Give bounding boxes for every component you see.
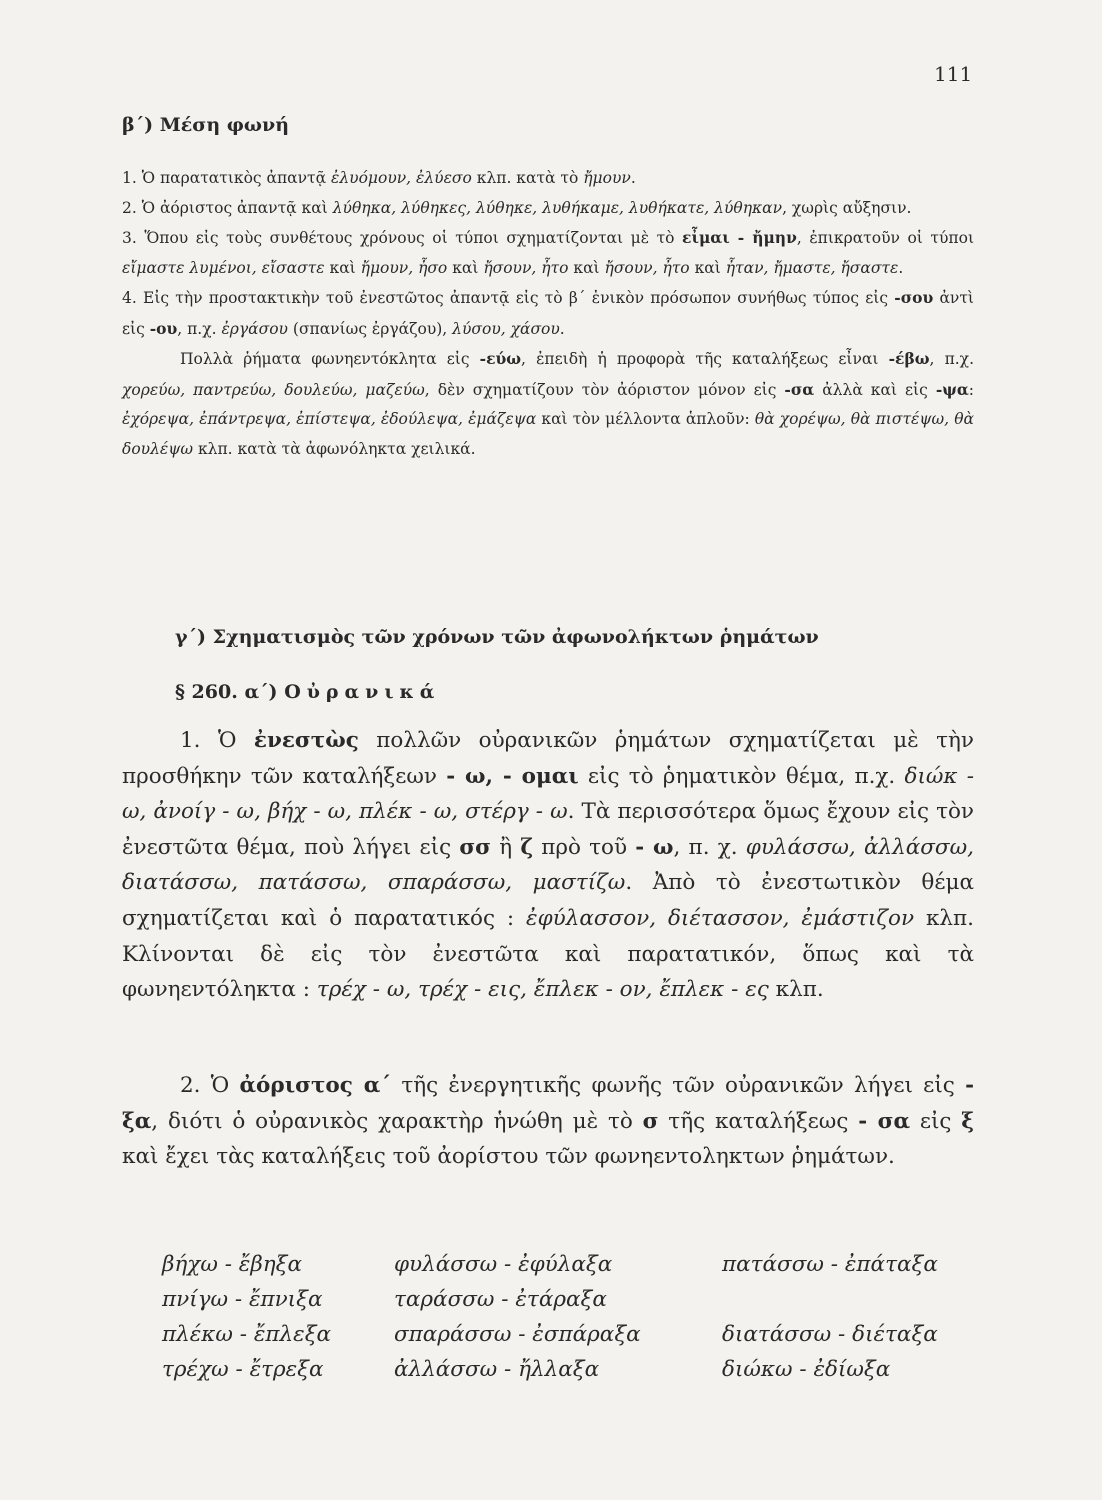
table-cell: πλέκω - ἔπλεξα <box>162 1322 332 1347</box>
table-row <box>162 1287 974 1322</box>
section-label: § 260. α΄) <box>175 681 278 703</box>
verb-table <box>162 1252 974 1392</box>
table-cell: διώκω - ἐδίωξα <box>722 1357 891 1382</box>
table-row <box>162 1357 974 1392</box>
heading-middle-voice: β΄) Μέση φωνή <box>122 114 290 136</box>
table-cell: ταράσσω - ἐτάραξα <box>394 1287 607 1312</box>
table-cell: πατάσσω - ἐπάταξα <box>722 1252 938 1277</box>
table-cell: φυλάσσω - ἐφύλαξα <box>394 1252 613 1277</box>
section-heading <box>175 681 440 703</box>
note-1: 1. Ὁ παρατατικὸς ἀπαντᾷ ἐλυόμουν, ἐλύεσο κλπ. κατὰ τὸ ἤμουν. <box>122 169 636 187</box>
note-5: Πολλὰ ῥήματα φωνηεντόκλητα εἰς -εύω, ἐπειδὴ ἡ προφορὰ τῆς καταλήξεως εἶναι -έβω, π.χ. χορεύω, παντρεύω, δουλεύω, μαζεύω, δὲν σχηματίζουν τὸν ἀόριστον μόνον εἰς -σα ἀλλὰ καὶ εἰς -ψα: ἐχόρεψα, ἐπάντρεψα, ἐπίστεψα, ἐδούλεψα, ἐμάζεψα καὶ τὸν μέλλοντα ἁπλοῦν: θὰ χορέψω, θὰ πιστέψω, θὰ δουλέψω κλπ. κατὰ τὰ ἀφωνόληκτα χειλικά. <box>122 349 975 458</box>
table-cell: πνίγω - ἔπνιξα <box>162 1287 323 1312</box>
table-cell: τρέχω - ἔτρεξα <box>162 1357 324 1382</box>
table-row <box>162 1322 974 1357</box>
paragraph-present: 1. Ὁ ἐνεστὼς πολλῶν οὐρανικῶν ῥημάτων σχηματίζεται μὲ τὴν προσθήκην τῶν καταλήξεων - ω, - ομαι εἰς τὸ ῥηματικὸν θέμα, π.χ. διώκ - ω, ἀνοίγ - ω, βήχ - ω, πλέκ - ω, στέργ - ω. Τὰ περισσότερα ὅμως ἔχουν εἰς τὸν ἐνεστῶτα θέμα, ποὺ λήγει εἰς σσ ἢ ζ πρὸ τοῦ - ω, π. χ. φυλάσσω, ἀλλάσσω, διατάσσω, πατάσσω, σπαράσσω, μαστίζω. Ἀπὸ τὸ ἐνεστωτικὸν θέμα σχηματίζεται καὶ ὁ παρατατικός : ἐφύλασσον, διέτασσον, ἐμάστιζον κλπ. Κλίνονται δὲ εἰς τὸν ἐνεστῶτα καὶ παρατατικόν, ὅπως καὶ τὰ φωνηεντόληκτα : τρέχ - ω, τρέχ - εις, ἔπλεκ - ον, ἔπλεκ - ες κλπ. <box>122 728 975 1003</box>
middle-voice-notes <box>122 164 974 464</box>
table-cell: ἀλλάσσω - ἤλλαξα <box>394 1357 600 1382</box>
note-3: 3. Ὅπου εἰς τοὺς συνθέτους χρόνους οἱ τύποι σχηματίζονται μὲ τὸ εἶμαι - ἤμην, ἐπικρατοῦν οἱ τύποι εἴμαστε λυμένοι, εἴσαστε καὶ ἤμουν, ἦσο καὶ ἤσουν, ἦτο καὶ ἤσουν, ἦτο καὶ ἦταν, ἤμαστε, ἤσαστε. <box>122 228 975 277</box>
page-number: 111 <box>934 62 973 86</box>
table-cell: σπαράσσω - ἐσπάραξα <box>394 1322 641 1347</box>
heading-formation: γ΄) Σχηματισμὸς τῶν χρόνων τῶν ἀφωνολήκτων ῥημάτων <box>175 626 819 648</box>
table-cell: διατάσσω - διέταξα <box>722 1322 938 1347</box>
note-2: 2. Ὁ ἀόριστος ἀπαντᾷ καὶ λύθηκα, λύθηκες, λύθηκε, λυθήκαμε, λυθήκατε, λύθηκαν, χωρὶς αὔξησιν. <box>122 198 912 217</box>
paragraph-aorist: 2. Ὁ ἀόριστος α΄ τῆς ἐνεργητικῆς φωνῆς τῶν οὐρανικῶν λήγει εἰς - ξα, διότι ὁ οὐρανικὸς χαρακτὴρ ἡνώθη μὲ τὸ σ τῆς καταλήξεως - σα εἰς ξ καὶ ἔχει τὰς καταλήξεις τοῦ ἀορίστου τῶν φωνηεντοληκτων ῥημάτων. <box>122 1073 975 1170</box>
table-cell: βήχω - ἔβηξα <box>162 1252 303 1277</box>
table-row <box>162 1252 974 1287</box>
section-title: Οὐρανικά <box>284 681 441 703</box>
note-4: 4. Εἰς τὴν προστακτικὴν τοῦ ἐνεστῶτος ἀπαντᾷ εἰς τὸ β΄ ἑνικὸν πρόσωπον συνήθως τύπος εἰς -σου ἀντὶ εἰς -ου, π.χ. ἐργάσου (σπανίως ἐργάζου), λύσου, χάσου. <box>122 288 974 338</box>
